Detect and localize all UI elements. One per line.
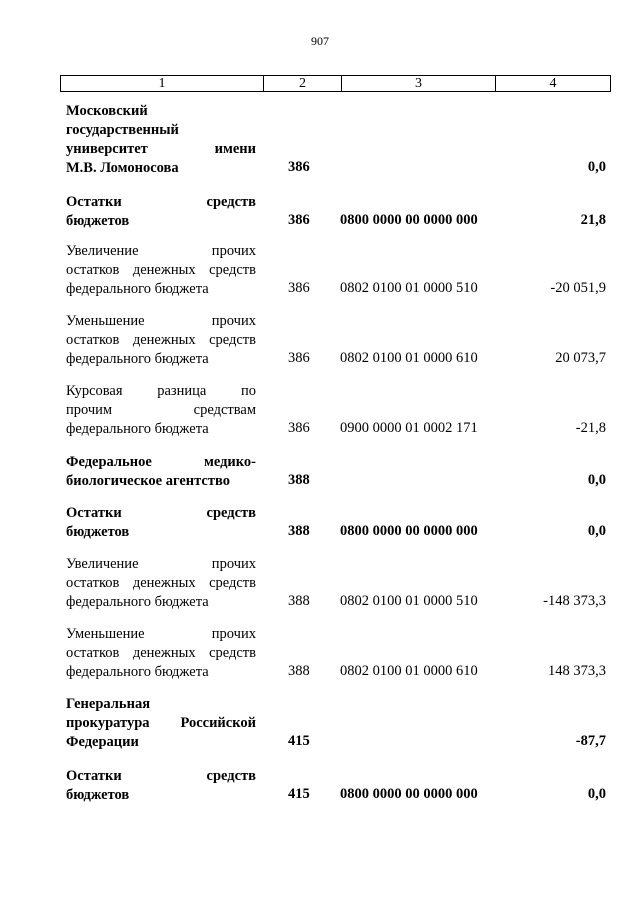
row-amount: -87,7	[575, 733, 606, 749]
page-number: 907	[311, 34, 329, 48]
row-name	[66, 767, 256, 805]
row-name-line: федерального бюджета	[66, 281, 209, 297]
row-name-line: бюджетов	[66, 787, 130, 803]
row-name-line: Уменьшение прочих	[66, 313, 256, 329]
row-name-line: университет имени	[66, 141, 256, 157]
row-amount: -148 373,3	[543, 593, 606, 609]
row-amount: 0,0	[587, 472, 606, 488]
row-name	[66, 625, 256, 682]
row-name-line: Федерации	[66, 734, 139, 750]
row-name	[66, 312, 256, 369]
row-code: 415	[288, 733, 310, 749]
row-name-line: Уменьшение прочих	[66, 626, 256, 642]
row-kbk-code: 0802 0100 01 0000 510	[340, 593, 478, 609]
row-amount: 20 073,7	[555, 350, 606, 366]
row-name	[66, 695, 256, 752]
column-header-4: 4	[496, 76, 611, 92]
row-name-line: федерального бюджета	[66, 351, 209, 367]
row-code: 386	[288, 280, 310, 296]
row-name-line: остатков денежных средств	[66, 575, 256, 591]
row-name-line: Генеральная	[66, 696, 151, 712]
row-name	[66, 504, 256, 542]
row-name-line: Остатки средств	[66, 194, 256, 210]
row-kbk-code: 0800 0000 00 0000 000	[340, 786, 478, 802]
row-name-line: Федеральное медико-	[66, 454, 256, 470]
row-code: 388	[288, 523, 310, 539]
row-name-line: остатков денежных средств	[66, 262, 256, 278]
row-kbk-code: 0802 0100 01 0000 610	[340, 663, 478, 679]
row-kbk-code: 0800 0000 00 0000 000	[340, 212, 478, 228]
row-amount: 0,0	[587, 159, 606, 175]
row-amount: 148 373,3	[548, 663, 606, 679]
row-name-line: биологическое агентство	[66, 473, 230, 489]
row-code: 386	[288, 159, 310, 175]
row-kbk-code: 0900 0000 01 0002 171	[340, 420, 478, 436]
row-name-line: федерального бюджета	[66, 664, 209, 680]
row-name	[66, 102, 256, 178]
row-amount: -20 051,9	[550, 280, 606, 296]
row-name-line: Курсовая разница по	[66, 383, 256, 399]
row-name-line: прочим средствам	[66, 402, 256, 418]
row-name	[66, 242, 256, 299]
row-name-line: остатков денежных средств	[66, 645, 256, 661]
row-name-line: Увеличение прочих	[66, 556, 256, 572]
row-name-line: остатков денежных средств	[66, 332, 256, 348]
row-name-line: бюджетов	[66, 524, 130, 540]
row-name	[66, 555, 256, 612]
column-header-1: 1	[61, 76, 264, 92]
row-code: 386	[288, 350, 310, 366]
row-name	[66, 453, 256, 491]
row-name-line: Остатки средств	[66, 768, 256, 784]
row-amount: 21,8	[580, 212, 606, 228]
row-code: 388	[288, 472, 310, 488]
row-name-line: федерального бюджета	[66, 421, 209, 437]
row-code: 386	[288, 212, 310, 228]
row-kbk-code: 0800 0000 00 0000 000	[340, 523, 478, 539]
row-amount: 0,0	[587, 523, 606, 539]
row-amount: -21,8	[575, 420, 606, 436]
column-header-2: 2	[264, 76, 342, 92]
row-code: 415	[288, 786, 310, 802]
row-amount: 0,0	[587, 786, 606, 802]
row-name-line: Увеличение прочих	[66, 243, 256, 259]
row-kbk-code: 0802 0100 01 0000 510	[340, 280, 478, 296]
row-name-line: прокуратура Российской	[66, 715, 256, 731]
column-header-table	[60, 75, 611, 92]
column-header-3: 3	[342, 76, 496, 92]
row-name-line: бюджетов	[66, 213, 130, 229]
row-name-line: М.В. Ломоносова	[66, 160, 179, 176]
row-code: 388	[288, 663, 310, 679]
row-name	[66, 193, 256, 231]
row-code: 386	[288, 420, 310, 436]
row-name-line: Остатки средств	[66, 505, 256, 521]
row-name-line: федерального бюджета	[66, 594, 209, 610]
row-name	[66, 382, 256, 439]
row-kbk-code: 0802 0100 01 0000 610	[340, 350, 478, 366]
row-code: 388	[288, 593, 310, 609]
column-header-row	[61, 76, 611, 92]
row-name-line: государственный	[66, 122, 179, 138]
row-name-line: Московский	[66, 103, 148, 119]
